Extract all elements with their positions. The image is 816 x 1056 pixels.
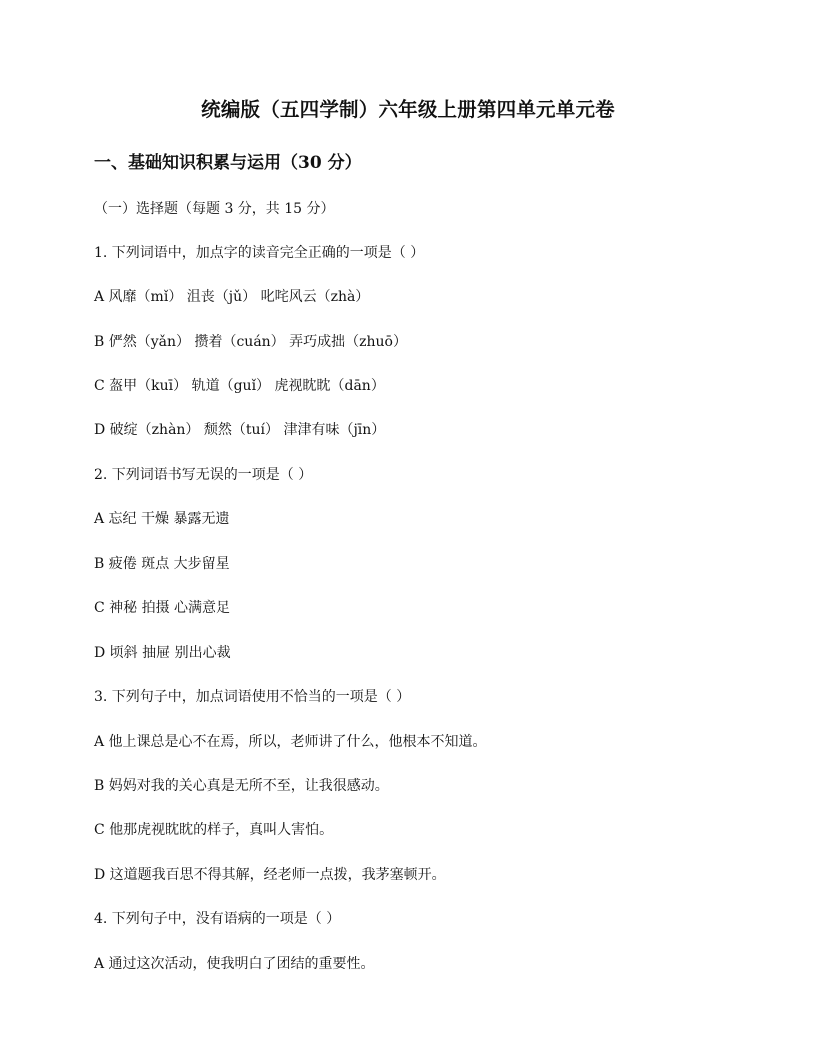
question-1-option-b: B 俨然（yǎn） 攒着（cuán） 弄巧成拙（zhuō）	[94, 334, 407, 350]
question-1-stem: 1. 下列词语中，加点字的读音完全正确的一项是（ ）	[94, 245, 425, 261]
document-title: 统编版（五四学制）六年级上册第四单元单元卷	[201, 98, 615, 121]
question-1-option-a: A 风靡（mǐ） 沮丧（jǔ） 叱咤风云（zhà）	[94, 289, 370, 305]
question-4-option-a: A 通过这次活动，使我明白了团结的重要性。	[94, 956, 375, 972]
question-2-option-a: A 忘纪 干燥 暴露无遗	[94, 511, 230, 527]
question-2-stem: 2. 下列词语书写无误的一项是（ ）	[94, 467, 313, 483]
subheading: （一）选择题（每题 3 分，共 15 分）	[94, 201, 335, 217]
section-heading: 一、基础知识积累与运用（30 分）	[94, 153, 362, 173]
question-4-stem: 4. 下列句子中，没有语病的一项是（ ）	[94, 911, 341, 927]
question-2-option-b: B 疲倦 斑点 大步留星	[94, 556, 230, 572]
question-1-option-c: C 盔甲（kuī） 轨道（guǐ） 虎视眈眈（dān）	[94, 378, 385, 394]
question-2-option-c: C 神秘 拍摄 心满意足	[94, 600, 231, 616]
question-3-option-d: D 这道题我百思不得其解，经老师一点拨，我茅塞顿开。	[94, 867, 446, 883]
question-1-option-d: D 破绽（zhàn） 颓然（tuí） 津津有味（jīn）	[94, 422, 386, 438]
question-3-option-a: A 他上课总是心不在焉，所以，老师讲了什么，他根本不知道。	[94, 734, 487, 750]
question-2-option-d: D 顷斜 抽屉 别出心裁	[94, 645, 231, 661]
question-3-option-b: B 妈妈对我的关心真是无所不至，让我很感动。	[94, 778, 389, 794]
question-3-stem: 3. 下列句子中，加点词语使用不恰当的一项是（ ）	[94, 689, 411, 705]
question-3-option-c: C 他那虎视眈眈的样子，真叫人害怕。	[94, 822, 334, 838]
